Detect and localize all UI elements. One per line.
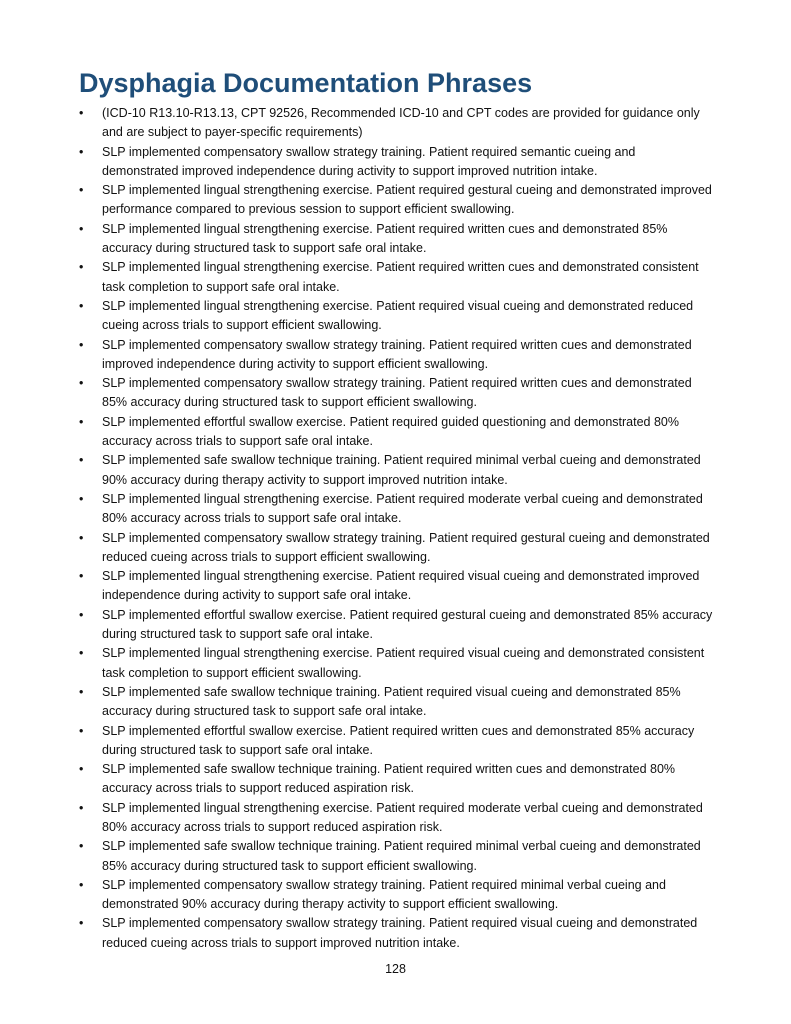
list-item: [0, 567, 714, 606]
bullet-icon: •: [79, 106, 84, 120]
list-item: [0, 336, 714, 375]
list-item-text: SLP implemented compensatory swallow strategy training. Patient required gestural cueing and demonstrated reduced cueing across trials to support efficient swallowing.: [102, 530, 710, 564]
list-item-text: SLP implemented lingual strengthening exercise. Patient required written cues and demonstrated 85% accuracy during structured task to support safe oral intake.: [102, 221, 668, 256]
list-item-text: SLP implemented lingual strengthening exercise. Patient required visual cueing and demonstrated reduced cueing across trials to support efficient swallowing.: [102, 298, 694, 333]
list-item: [0, 644, 714, 683]
bullet-icon: •: [79, 877, 84, 892]
list-item-text: SLP implemented lingual strengthening exercise. Patient required gestural cueing and demonstrated improved performance compared to previous session to support efficient swallowing.: [102, 183, 712, 217]
list-item-text: SLP implemented safe swallow technique training. Patient required written cues and demonstrated 80% accuracy across trials to support reduced aspiration risk.: [102, 762, 676, 796]
bullet-icon: •: [79, 916, 84, 931]
list-item: [0, 490, 714, 529]
list-item: [0, 258, 714, 297]
bullet-icon: •: [79, 376, 84, 391]
bullet-icon: •: [79, 414, 84, 429]
bullet-icon: •: [79, 144, 84, 159]
list-item-text: SLP implemented lingual strengthening exercise. Patient required visual cueing and demonstrated consistent task completion to support efficient swallowing.: [102, 646, 705, 680]
list-item: [0, 143, 714, 182]
list-item-text: SLP implemented effortful swallow exercise. Patient required written cues and demonstrated 85% accuracy during structured task to support safe oral intake.: [102, 723, 695, 757]
bullet-icon: •: [79, 183, 84, 198]
list-item: [0, 914, 714, 953]
bullet-icon: •: [79, 607, 84, 622]
list-item: [0, 297, 714, 336]
list-item-text: SLP implemented lingual strengthening exercise. Patient required moderate verbal cueing and demonstrated 80% accuracy across trials to support reduced aspiration risk.: [102, 800, 703, 834]
list-item-text: (ICD-10 R13.10-R13.13, CPT 92526, Recommended ICD-10 and CPT codes are provided for guidance only and are subject to payer-specific requirements): [102, 106, 700, 140]
bullet-icon: •: [79, 298, 84, 313]
list-item-text: SLP implemented safe swallow technique training. Patient required visual cueing and demonstrated 85% accuracy during structured task to support safe oral intake.: [102, 684, 681, 719]
list-item: [0, 799, 714, 838]
list-item: [0, 683, 714, 722]
list-item: [0, 374, 714, 413]
list-item: [0, 722, 714, 761]
bullet-icon: •: [79, 684, 84, 699]
list-item-text: SLP implemented effortful swallow exercise. Patient required gestural cueing and demonstrated 85% accuracy during structured task to support safe oral intake.: [102, 607, 713, 642]
bullet-icon: •: [79, 762, 84, 777]
list-item: [0, 606, 714, 645]
list-item: [0, 220, 714, 259]
page-title: Dysphagia Documentation Phrases: [79, 68, 533, 98]
list-item: [0, 760, 714, 799]
list-item-text: SLP implemented compensatory swallow strategy training. Patient required minimal verbal cueing and demonstrated 90% accuracy during therapy activity to support efficient swallowing.: [102, 877, 666, 912]
list-item: [0, 876, 714, 915]
list-item: [0, 413, 714, 452]
list-item-text: SLP implemented lingual strengthening exercise. Patient required visual cueing and demonstrated improved independence during activity to support safe oral intake.: [102, 569, 700, 603]
list-item-text: SLP implemented compensatory swallow strategy training. Patient required written cues and demonstrated improved independence during activity to support efficient swallowing.: [102, 337, 692, 371]
bullet-icon: •: [79, 530, 84, 545]
bullet-icon: •: [79, 723, 84, 738]
bullet-icon: •: [79, 221, 84, 236]
list-item: [0, 837, 714, 876]
bullet-icon: •: [79, 260, 84, 275]
page-number: 128: [385, 962, 406, 976]
bullet-icon: •: [79, 337, 84, 352]
phrase-list: [0, 104, 791, 953]
bullet-icon: •: [79, 839, 84, 854]
list-item-text: SLP implemented safe swallow technique training. Patient required minimal verbal cueing and demonstrated 90% accuracy during therapy activity to support improved nutrition intake.: [102, 453, 701, 487]
bullet-icon: •: [79, 453, 84, 468]
list-item-text: SLP implemented compensatory swallow strategy training. Patient required semantic cueing and demonstrated improved independence during activity to support improved nutrition intake.: [102, 144, 636, 178]
bullet-icon: •: [79, 569, 84, 584]
list-item: [0, 451, 714, 490]
list-item-text: SLP implemented lingual strengthening exercise. Patient required moderate verbal cueing and demonstrated 80% accuracy across trials to support safe oral intake.: [102, 491, 703, 526]
list-item-text: SLP implemented compensatory swallow strategy training. Patient required written cues and demonstrated 85% accuracy during structured task to support efficient swallowing.: [102, 376, 692, 410]
list-item-text: SLP implemented lingual strengthening exercise. Patient required written cues and demonstrated consistent task completion to support safe oral intake.: [102, 260, 699, 294]
bullet-icon: •: [79, 646, 84, 661]
list-item-text: SLP implemented effortful swallow exercise. Patient required guided questioning and demonstrated 80% accuracy across trials to support safe oral intake.: [102, 414, 679, 449]
list-item: [0, 104, 714, 143]
bullet-icon: •: [79, 491, 84, 506]
list-item-text: SLP implemented safe swallow technique training. Patient required minimal verbal cueing and demonstrated 85% accuracy during structured task to support efficient swallowing.: [102, 839, 701, 873]
list-item-text: SLP implemented compensatory swallow strategy training. Patient required visual cueing and demonstrated reduced cueing across trials to support improved nutrition intake.: [102, 916, 698, 950]
list-item: [0, 529, 714, 568]
list-item: [0, 181, 714, 220]
bullet-icon: •: [79, 800, 84, 815]
